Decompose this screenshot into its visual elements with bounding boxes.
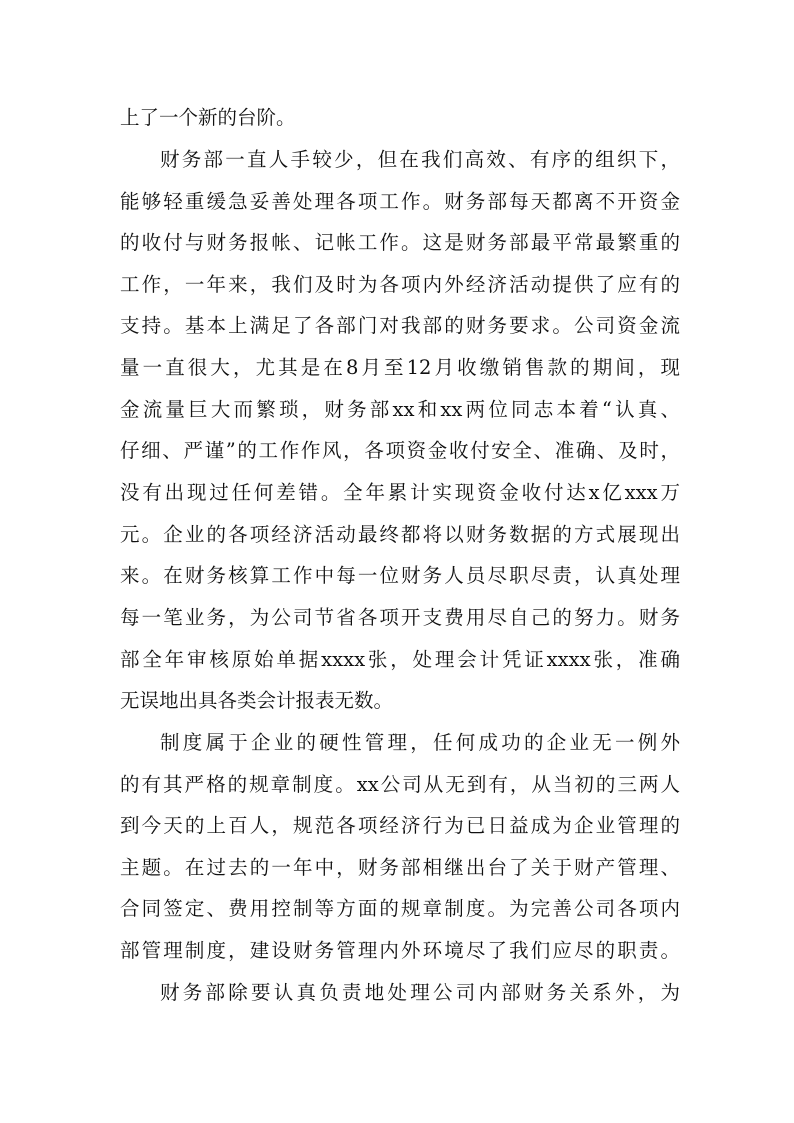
body-text-line: 支持。基本上满足了各部门对我部的财务要求。公司资金流 — [120, 314, 680, 337]
body-text-line: 部管理制度，建设财务管理内外环境尽了我们应尽的职责。 — [120, 939, 680, 962]
body-text-line: 来。在财务核算工作中每一位财务人员尽职尽责，认真处理 — [120, 564, 680, 587]
body-text-line: 量一直很大，尤其是在8月至12月收缴销售款的期间，现 — [120, 356, 680, 379]
paragraph-first-line: 财务部除要认真负责地处理公司内部财务关系外，为 — [160, 981, 680, 1004]
body-text-line: 能够轻重缓急妥善处理各项工作。财务部每天都离不开资金 — [120, 190, 680, 213]
body-text-line: 合同签定、费用控制等方面的规章制度。为完善公司各项内 — [120, 897, 680, 920]
body-text-line: 的收付与财务报帐、记帐工作。这是财务部最平常最繁重的 — [120, 231, 680, 254]
body-text-line: 工作，一年来，我们及时为各项内外经济活动提供了应有的 — [120, 273, 680, 296]
body-text-line: 上了一个新的台阶。 — [120, 106, 296, 129]
body-text-line: 主题。在过去的一年中，财务部相继出台了关于财产管理、 — [120, 856, 680, 879]
body-text-line: 部全年审核原始单据xxxx张，处理会计凭证xxxx张，准确 — [120, 648, 680, 671]
paragraph-first-line: 制度属于企业的硬性管理，任何成功的企业无一例外 — [160, 731, 680, 754]
body-text-line: 金流量巨大而繁琐，财务部xx和xx两位同志本着“认真、 — [120, 398, 680, 421]
body-text-line: 到今天的上百人，规范各项经济行为已日益成为企业管理的 — [120, 814, 680, 837]
body-text-line: 元。企业的各项经济活动最终都将以财务数据的方式展现出 — [120, 523, 680, 546]
paragraph-first-line: 财务部一直人手较少，但在我们高效、有序的组织下， — [160, 148, 680, 171]
body-text-line: 仔细、严谨”的工作作风，各项资金收付安全、准确、及时， — [120, 439, 680, 462]
body-text-line: 的有其严格的规章制度。xx公司从无到有，从当初的三两人 — [120, 773, 680, 796]
body-text-line: 无误地出具各类会计报表无数。 — [120, 689, 394, 712]
body-text-line: 没有出现过任何差错。全年累计实现资金收付达x亿xxx万 — [120, 481, 680, 504]
body-text-line: 每一笔业务，为公司节省各项开支费用尽自己的努力。财务 — [120, 606, 680, 629]
